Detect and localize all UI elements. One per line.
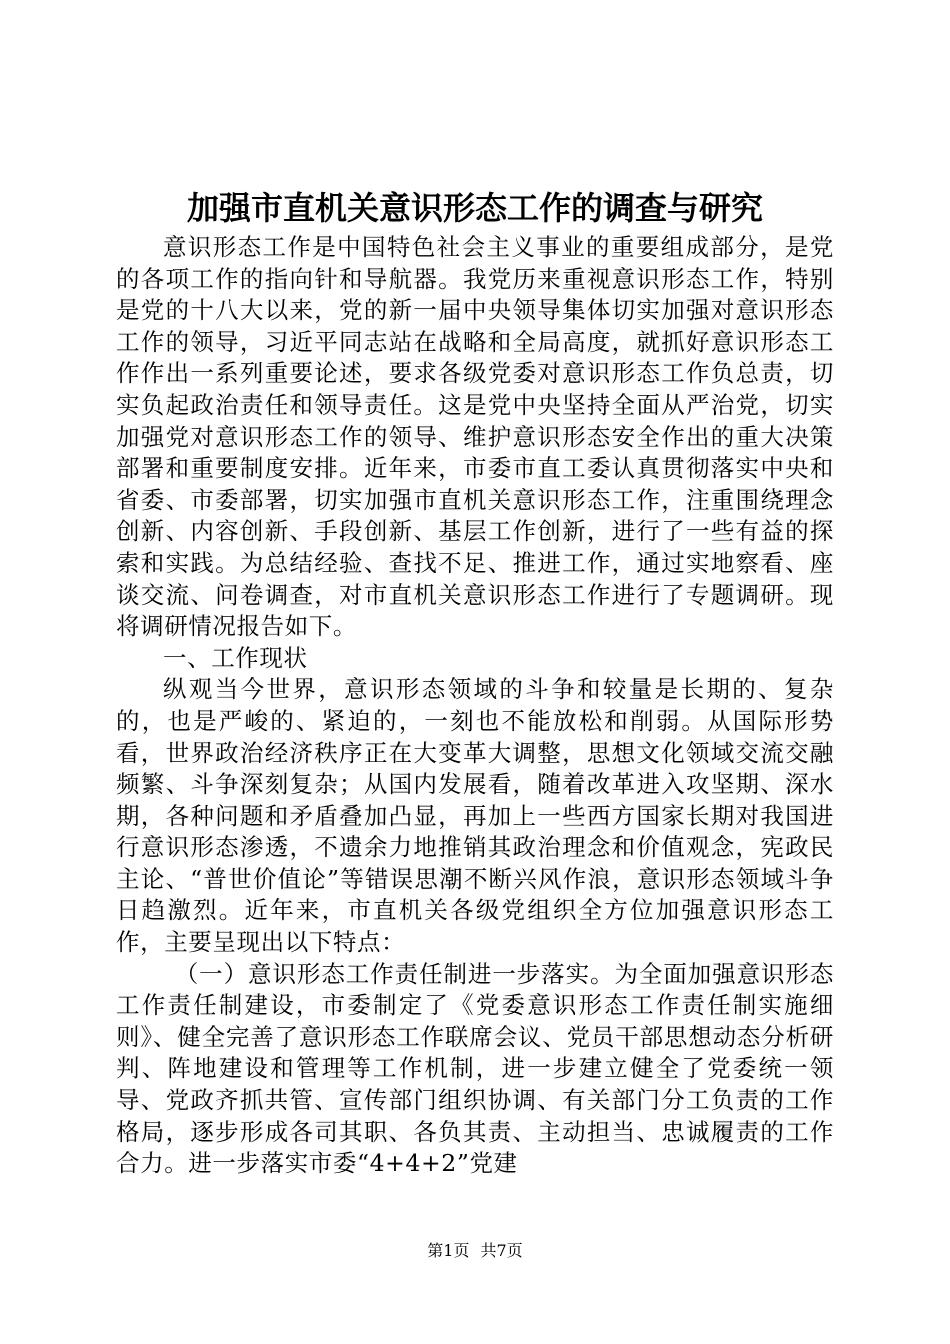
page-total: 共7页 (480, 1241, 523, 1260)
document-title: 加强市直机关意识形态工作的调查与研究 (186, 189, 763, 227)
document-body (116, 232, 834, 1180)
page-number: 第1页 (427, 1241, 470, 1260)
section-heading: 一、工作现状 (163, 643, 308, 672)
page-footer (0, 1240, 950, 1262)
section-paragraph: 纵观当今世界，意识形态领域的斗争和较量是长期的、复杂的，也是严峻的、紧迫的，一刻也不能放松和削弱。从国际形势看，世界政治经济秩序正在大变革大调整，思想文化领域交流交融频繁、斗争深刻复杂；从国内发展看，随着改革进入攻坚期、深水期，各种问题和矛盾叠加凸显，再加上一些西方国家长期对我国进行意识形态渗透，不遗余力地推销其政治理念和价值观念，宪政民主论、“普世价值论”等错误思潮不断兴风作浪，意识形态领域斗争日趋激烈。近年来，市直机关各级党组织全方位加强意识形态工作，主要呈现出以下特点： (116, 675, 834, 957)
subsection-paragraph: （一）意识形态工作责任制进一步落实。为全面加强意识形态工作责任制建设，市委制定了《党委意识形态工作责任制实施细则》、健全完善了意识形态工作联席会议、党员干部思想动态分析研判、阵地建设和管理等工作机制，进一步建立健全了党委统一领导、党政齐抓共管、宣传部门组织协调、有关部门分工负责的工作格局，逐步形成各司其职、各负其责、主动担当、忠诚履责的工作合力。进一步落实市委“4+4+2”党建 (116, 959, 834, 1178)
intro-paragraph: 意识形态工作是中国特色社会主义事业的重要组成部分，是党的各项工作的指向针和导航器。我党历来重视意识形态工作，特别是党的十八大以来，党的新一届中央领导集体切实加强对意识形态工作的领导，习近平同志站在战略和全局高度，就抓好意识形态工作作出一系列重要论述，要求各级党委对意识形态工作负总责，切实负起政治责任和领导责任。这是党中央坚持全面从严治党，切实加强党对意识形态工作的领导、维护意识形态安全作出的重大决策部署和重要制度安排。近年来，市委市直工委认真贯彻落实中央和省委、市委部署，切实加强市直机关意识形态工作，注重围绕理念创新、内容创新、手段创新、基层工作创新，进行了一些有益的探索和实践。为总结经验、查找不足、推进工作，通过实地察看、座谈交流、问卷调查，对市直机关意识形态工作进行了专题调研。现将调研情况报告如下。 (116, 233, 834, 641)
